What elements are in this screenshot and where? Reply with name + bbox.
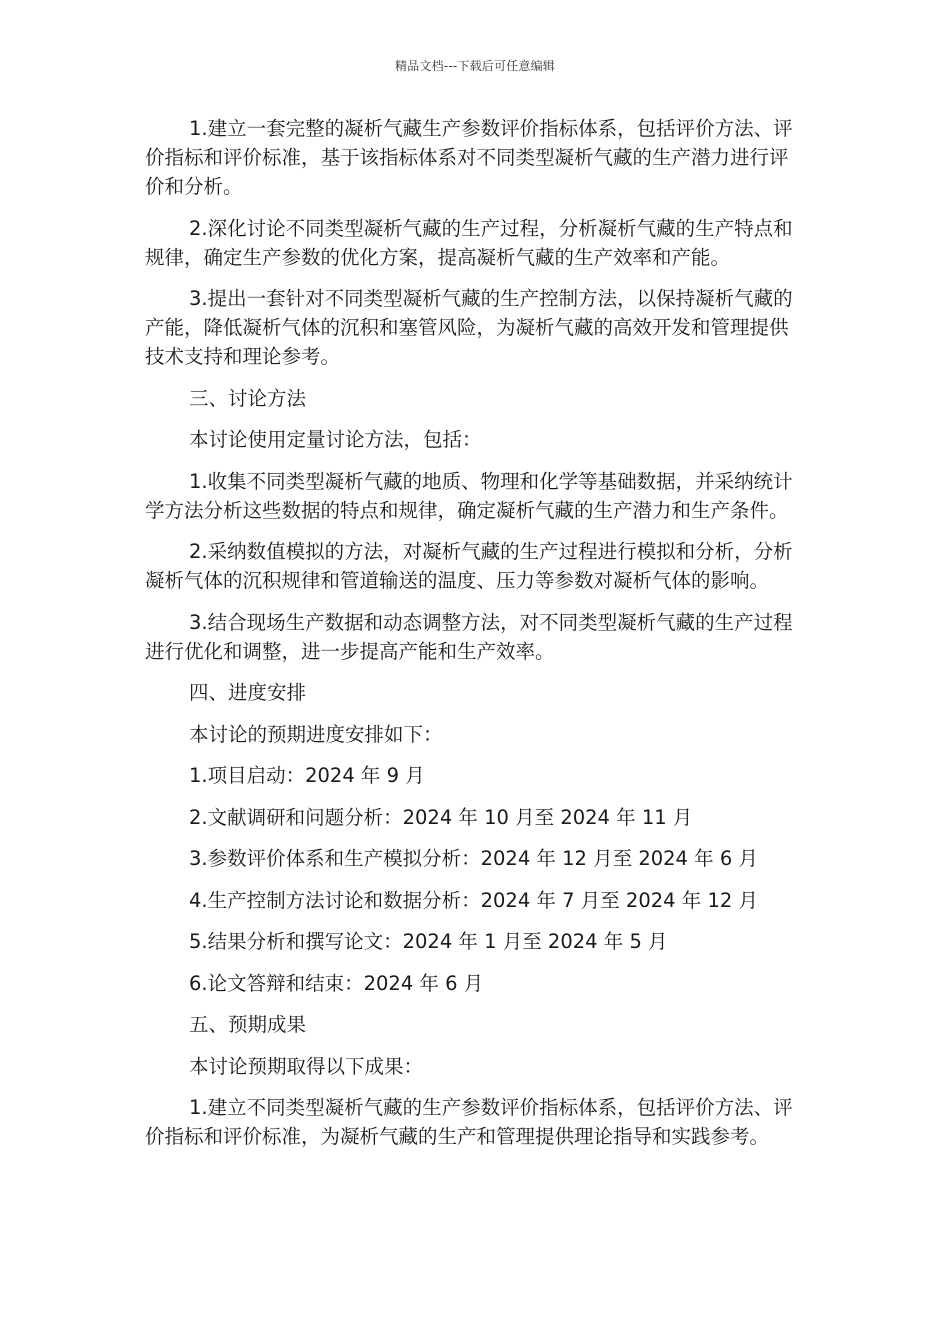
schedule-item-4: 4.生产控制方法讨论和数据分析：2024 年 7 月至 2024 年 12 月 bbox=[189, 888, 758, 912]
schedule-item-1: 1.项目启动：2024 年 9 月 bbox=[189, 764, 425, 787]
outcomes-intro: 本讨论预期取得以下成果： bbox=[189, 1054, 424, 1078]
section-heading-methods: 三、讨论方法 bbox=[189, 386, 307, 410]
methods-intro: 本讨论使用定量讨论方法，包括： bbox=[189, 428, 482, 451]
section-heading-schedule: 四、进度安排 bbox=[189, 681, 307, 704]
schedule-item-2: 2.文献调研和问题分析：2024 年 10 月至 2024 年 11 月 bbox=[189, 805, 693, 829]
page-header: 精品文档---下载后可任意编辑 bbox=[395, 59, 555, 73]
document-body bbox=[145, 114, 805, 1164]
method-paragraph-1: 1.收集不同类型凝析气藏的地质、物理和化学等基础数据，并采纳统计学方法分析这些数据的特点和规律，确定凝析气藏的生产潜力和生产条件。 bbox=[145, 469, 793, 522]
method-paragraph-3: 3.结合现场生产数据和动态调整方法，对不同类型凝析气藏的生产过程进行优化和调整，进一步提高产能和生产效率。 bbox=[145, 610, 793, 663]
schedule-intro: 本讨论的预期进度安排如下： bbox=[189, 722, 443, 746]
section-heading-outcomes: 五、预期成果 bbox=[189, 1013, 307, 1036]
schedule-item-3: 3.参数评价体系和生产模拟分析：2024 年 12 月至 2024 年 6 月 bbox=[189, 847, 758, 870]
outcome-paragraph-1: 1.建立不同类型凝析气藏的生产参数评价指标体系，包括评价方法、评价指标和评价标准，为凝析气藏的生产和管理提供理论指导和实践参考。 bbox=[145, 1096, 793, 1148]
method-paragraph-2: 2.采纳数值模拟的方法，对凝析气藏的生产过程进行模拟和分析，分析凝析气体的沉积规律和管道输送的温度、压力等参数对凝析气体的影响。 bbox=[145, 540, 793, 592]
schedule-item-6: 6.论文答辩和结束：2024 年 6 月 bbox=[189, 971, 484, 995]
objective-paragraph-1: 1.建立一套完整的凝析气藏生产参数评价指标体系，包括评价方法、评价指标和评价标准，基于该指标体系对不同类型凝析气藏的生产潜力进行评价和分析。 bbox=[145, 117, 793, 198]
schedule-item-5: 5.结果分析和撰写论文：2024 年 1 月至 2024 年 5 月 bbox=[189, 930, 668, 953]
objective-paragraph-2: 2.深化讨论不同类型凝析气藏的生产过程，分析凝析气藏的生产特点和规律，确定生产参数的优化方案，提高凝析气藏的生产效率和产能。 bbox=[145, 216, 793, 269]
objective-paragraph-3: 3.提出一套针对不同类型凝析气藏的生产控制方法，以保持凝析气藏的产能，降低凝析气体的沉积和塞管风险，为凝析气藏的高效开发和管理提供技术支持和理论参考。 bbox=[145, 287, 793, 368]
